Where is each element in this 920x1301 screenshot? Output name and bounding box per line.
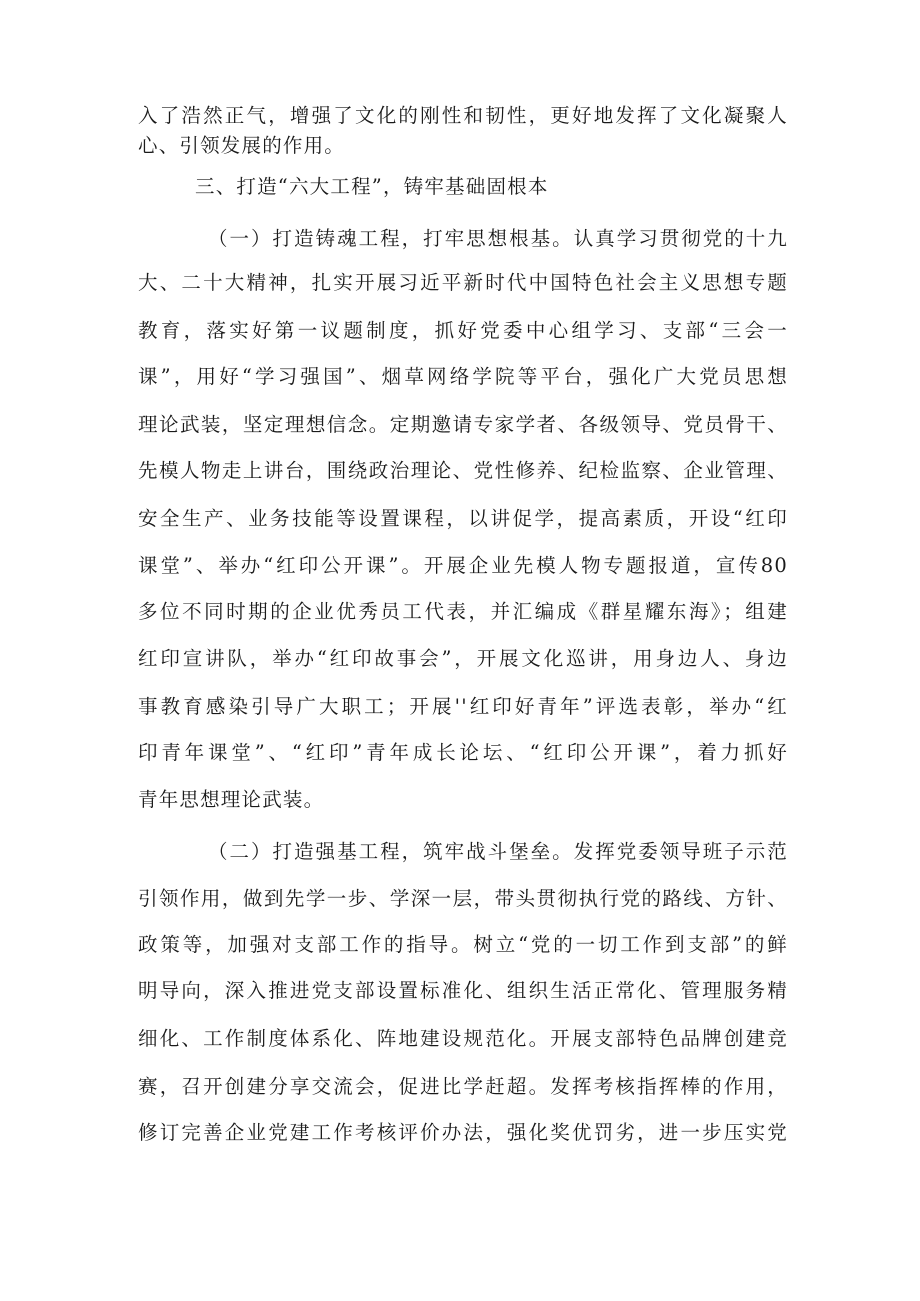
text-line: 心、引领发展的作用。 xyxy=(138,134,346,157)
text-line: 课堂”、举办“红印公开课”。开展企业先模人物专题报道，宣传80 xyxy=(138,554,788,577)
text-line: 先模人物走上讲台，围绕政治理论、党性修养、纪检监察、企业管理、 xyxy=(138,459,788,482)
text-line: 安全生产、业务技能等设置课程，以讲促学，提高素质，开设“红印 xyxy=(138,507,788,530)
text-line: 明导向，深入推进党支部设置标准化、组织生活正常化、管理服务精 xyxy=(138,979,788,1002)
text-line: 修订完善企业党建工作考核评价办法，强化奖优罚劣，进一步压实党 xyxy=(138,1121,788,1144)
text-line: 多位不同时期的企业优秀员工代表，并汇编成《群星耀东海》；组建 xyxy=(138,600,788,623)
text-line: 青年思想理论武装。 xyxy=(138,788,325,811)
text-line: 政策等，加强对支部工作的指导。树立“党的一切工作到支部”的鲜 xyxy=(138,933,788,956)
text-line: 课”，用好“学习强国”、烟草网络学院等平台，强化广大党员思想 xyxy=(138,365,788,388)
text-line: 红印宣讲队，举办“红印故事会”，开展文化巡讲，用身边人、身边 xyxy=(138,647,788,670)
text-line: 细化、工作制度体系化、阵地建设规范化。开展支部特色品牌创建竞 xyxy=(138,1027,788,1050)
text-line: 教育，落实好第一议题制度，抓好党委中心组学习、支部“三会一 xyxy=(138,319,788,342)
text-line: 理论武装，坚定理想信念。定期邀请专家学者、各级领导、党员骨干、 xyxy=(138,413,788,436)
text-line: 印青年课堂”、“红印”青年成长论坛、“红印公开课”，着力抓好 xyxy=(138,741,788,764)
text-line: 三、打造“六大工程”，铸牢基础固根本 xyxy=(195,175,549,198)
text-line: 大、二十大精神，扎实开展习近平新时代中国特色社会主义思想专题 xyxy=(138,271,788,294)
text-line: 事教育感染引导广大职工；开展''红印好青年”评选表彰，举办“红 xyxy=(138,695,788,718)
text-line: 入了浩然正气，增强了文化的刚性和韧性，更好地发挥了文化凝聚人 xyxy=(138,104,788,127)
text-line: （一）打造铸魂工程，打牢思想根基。认真学习贯彻党的十九 xyxy=(208,227,788,250)
text-line: 赛，召开创建分享交流会，促进比学赶超。发挥考核指挥棒的作用， xyxy=(138,1075,788,1098)
text-line: （二）打造强基工程，筑牢战斗堡垒。发挥党委领导班子示范 xyxy=(208,840,788,863)
text-line: 引领作用，做到先学一步、学深一层，带头贯彻执行党的路线、方针、 xyxy=(138,887,788,910)
